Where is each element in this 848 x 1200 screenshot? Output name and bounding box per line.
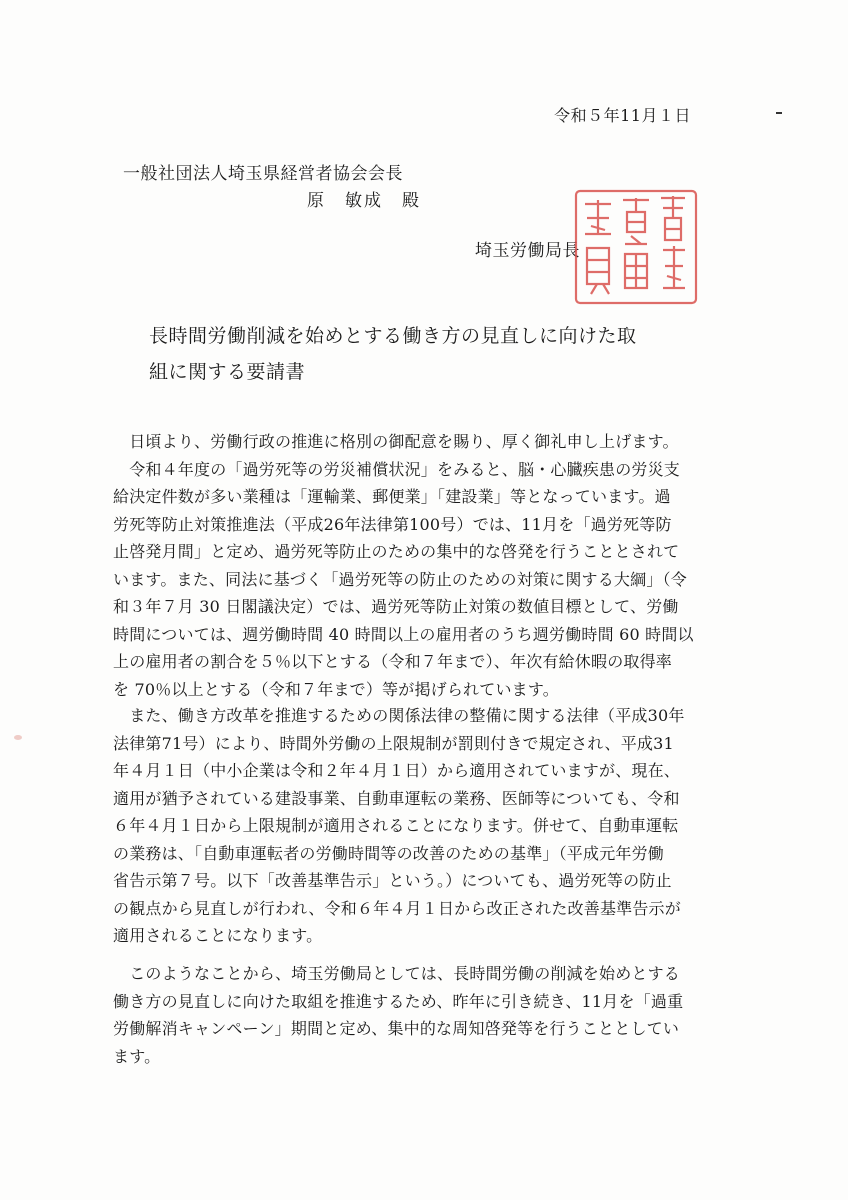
text-line: 時間については、週労働時間 40 時間以上の雇用者のうち週労働時間 60 時間以 bbox=[113, 624, 694, 644]
text-line: ます。 bbox=[113, 1046, 161, 1066]
text-line: います。また、同法に基づく「過労死等の防止のための対策に関する大綱」（令 bbox=[113, 569, 687, 589]
sender-title: 埼玉労働局長 bbox=[475, 241, 580, 261]
text-line: 上の雇用者の割合を５％以下とする（令和７年まで）、年次有給休暇の取得率 bbox=[113, 652, 673, 671]
addressee-organization: 一般社団法人埼玉県経営者協会会長 bbox=[123, 164, 403, 184]
text-line: を 70％以上とする（令和７年まで）等が掲げられています。 bbox=[113, 679, 559, 699]
paragraph-3 bbox=[113, 960, 753, 1070]
paragraph-2 bbox=[113, 702, 753, 950]
subject-title bbox=[149, 318, 709, 390]
scan-artifact-dot bbox=[14, 735, 22, 740]
text-line: 働き方の見直しに向けた取組を推進するため、昨年に引き続き、11月を「過重 bbox=[113, 991, 684, 1011]
text-line: の観点から見直しが行われ、令和６年４月１日から改正された改善基準告示が bbox=[113, 898, 681, 918]
text-line: 和３年７月 30 日閣議決定）では、過労死等防止対策の数値目標として、労働 bbox=[113, 597, 679, 616]
text-line: 適用されることになります。 bbox=[113, 926, 323, 945]
addressee-name: 原 敏成 殿 bbox=[307, 191, 421, 211]
text-line: また、働き方改革を推進するための関係法律の整備に関する法律（平成30年 bbox=[113, 706, 685, 725]
text-line: ６年４月１日から上限規制が適用されることになります。併せて、自動車運転 bbox=[113, 816, 679, 835]
text-line: の業務は、「自動車運転者の労働時間等の改善のための基準」（平成元年労働 bbox=[113, 843, 665, 863]
text-line: 労死等防止対策推進法（平成26年法律第100号）では、11月を「過労死等防 bbox=[113, 514, 672, 534]
text-line: 日頃より、労働行政の推進に格別の御配意を賜り、厚く御礼申し上げます。 bbox=[113, 432, 679, 451]
text-line: 給決定件数が多い業種は「運輸業、郵便業」「建設業」等となっています。過 bbox=[113, 487, 671, 506]
text-line: 省告示第７号。以下「改善基準告示」という。）についても、過労死等の防止 bbox=[113, 871, 672, 890]
scan-artifact-mark bbox=[776, 112, 782, 114]
paragraph-1 bbox=[113, 428, 753, 703]
text-line: 適用が猶予されている建設事業、自動車運転の業務、医師等についても、令和 bbox=[113, 788, 680, 808]
text-line: 令和４年度の「過労死等の労災補償状況」をみると、脳・心臓疾患の労災支 bbox=[113, 459, 681, 479]
text-line: 法律第71号）により、時間外労働の上限規制が罰則付きで規定され、平成31 bbox=[113, 733, 674, 753]
text-line: このようなことから、埼玉労働局としては、長時間労働の削減を始めとする bbox=[113, 964, 681, 983]
letter-date: 令和５年11月１日 bbox=[554, 106, 691, 125]
text-line: 年４月１日（中小企業は令和２年４月１日）から適用されていますが、現在、 bbox=[113, 761, 681, 780]
subject-line: 組に関する要請書 bbox=[149, 361, 306, 383]
text-line: 労働解消キャンペーン」期間と定め、集中的な周知啓発等を行うこととしてい bbox=[113, 1019, 680, 1038]
subject-line: 長時間労働削減を始めとする働き方の見直しに向けた取 bbox=[149, 325, 637, 347]
official-seal-icon bbox=[573, 188, 699, 306]
text-line: 止啓発月間」と定め、過労死等防止のための集中的な啓発を行うこととされて bbox=[113, 542, 680, 561]
